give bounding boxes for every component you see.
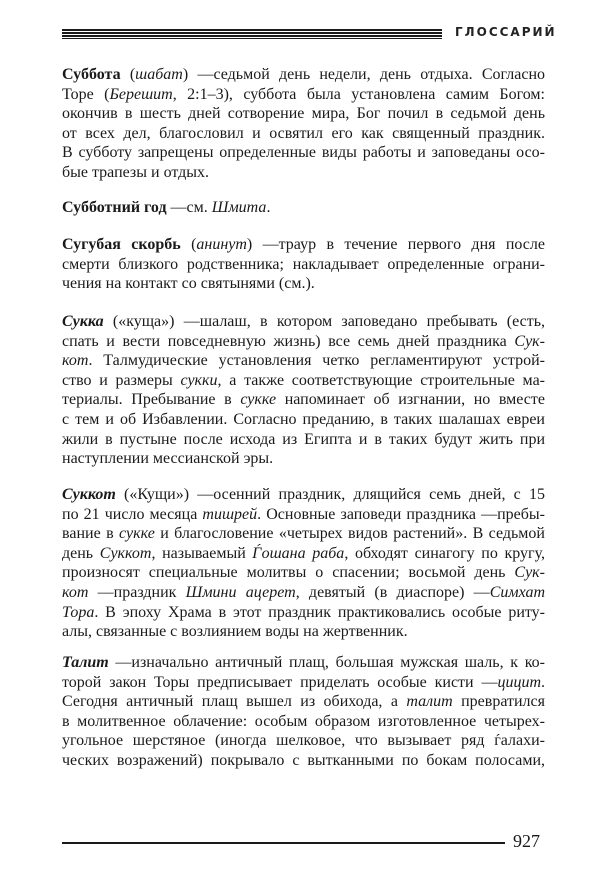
header-rule: [62, 29, 442, 39]
italic-term: Суккот: [99, 544, 152, 562]
text-line: [62, 524, 545, 544]
glossary-entry-subbotny-god: [62, 198, 545, 218]
text-segment: («куща») —шалаш, в котором заповедано пребывать (есть,: [103, 313, 545, 330]
text-segment: . Основные заповеди праздника —пребы-: [257, 505, 545, 523]
text-segment: ческих возражений) покрывало с вытканными по бокам полосами,: [62, 751, 545, 769]
text-segment: ство и размеры: [62, 371, 181, 389]
text-line: [62, 390, 545, 410]
text-segment: (: [180, 236, 197, 253]
text-line: [62, 751, 545, 771]
italic-term: сукке: [240, 391, 277, 409]
text-segment: , девятый (в диаспоре) —: [295, 583, 490, 601]
text-segment: вание в: [62, 525, 120, 543]
text-segment: Торе (: [62, 85, 110, 103]
text-line: [62, 143, 545, 163]
text-segment: , а также соответствующие строительные ма-: [217, 371, 545, 389]
text-segment: день: [62, 544, 100, 562]
text-segment: ) —траур в течение первого дня после: [246, 236, 545, 253]
entry-term: Сугубая скорбь: [62, 236, 181, 253]
text-segment: наступлении мессианской эры.: [62, 450, 274, 468]
text-segment: .: [541, 673, 545, 691]
text-segment: превратился: [452, 693, 546, 711]
text-segment: окончив в шесть дней сотворение мира, Бог почил в седьмой день: [62, 105, 545, 123]
text-segment: —см.: [166, 199, 212, 216]
text-line: [62, 163, 545, 183]
text-segment: напоминает об изгнании, но вместе: [276, 391, 545, 409]
italic-term: Симхат: [489, 583, 546, 601]
text-segment: произносят специальные молитвы о спасении; восьмой день: [62, 564, 515, 582]
text-line: [62, 351, 545, 371]
text-line: [62, 563, 545, 583]
glossary-entry-sugubaya-skorb: [62, 235, 545, 294]
text-line: [62, 485, 545, 505]
italic-term: Сук-: [514, 332, 545, 350]
glossary-entry-subbota: [62, 65, 545, 183]
glossary-entry-talit: [62, 653, 545, 771]
page-number: 927: [513, 831, 540, 851]
entry-term: Суббота: [62, 66, 121, 83]
text-segment: В субботу запрещены определенные виды работы и заповеданы осо-: [62, 144, 545, 162]
text-line: [62, 312, 545, 332]
text-line: [62, 583, 545, 603]
running-header-title: ГЛОССАРИЙ: [455, 25, 557, 39]
text-segment: , 2:1–3), суббота была установлена самим Богом:: [172, 85, 545, 103]
text-segment: Сегодня античный плащ вышел из обихода, а: [62, 693, 407, 711]
italic-term: тишрей: [202, 505, 258, 523]
text-segment: бые трапезы и отдых.: [62, 163, 210, 181]
text-segment: жили в пустыне после исхода из Египта и в таких будут жить при: [62, 430, 545, 448]
text-line: [62, 731, 545, 751]
text-line: [62, 410, 545, 430]
text-segment: с тем и об Избавлении. Согласно преданию, в таких шалашах евреи: [62, 410, 545, 428]
glossary-entry-sukkot: [62, 485, 545, 642]
text-line: [62, 65, 545, 85]
text-line: [62, 505, 545, 525]
italic-term: Сук-: [514, 564, 545, 582]
italic-term: Шмита: [211, 199, 267, 216]
text-line: [62, 603, 545, 623]
text-line: [62, 85, 545, 105]
entry-term: Суккот: [62, 486, 116, 503]
italic-term: Берешит: [109, 85, 173, 103]
italic-term: кот: [62, 583, 89, 601]
text-segment: . В эпоху Храма в этот праздник практиковались особые риту-: [94, 603, 545, 621]
text-line: [62, 371, 545, 391]
italic-term: Шмини ацерет: [185, 583, 296, 601]
italic-term: сукки: [180, 371, 218, 389]
text-line: [62, 104, 545, 124]
italic-term: шабат: [135, 66, 183, 83]
text-segment: спать и вести повседневную жизнь) все семь дней праздника: [62, 332, 515, 350]
text-line: [62, 235, 545, 255]
text-segment: , обходят синагогу по кругу,: [344, 544, 546, 562]
text-segment: алы, связанные с возлиянием воды на жертвенник.: [62, 623, 408, 641]
text-segment: —праздник: [88, 583, 186, 601]
italic-term: Ѓошана раба: [252, 544, 345, 562]
text-segment: териалы. Пребывание в: [62, 391, 241, 409]
text-segment: (: [120, 66, 136, 83]
text-line: [62, 673, 545, 693]
text-segment: смерти близкого родственника; накладывает определенные ограни-: [62, 255, 545, 273]
text-line: [62, 692, 545, 712]
text-line: [62, 430, 545, 450]
text-line: [62, 332, 545, 352]
text-segment: («Кущи») —осенний праздник, длящийся семь дней, с 15: [115, 486, 545, 503]
text-segment: . Талмудические установления четко регламентируют устрой-: [88, 352, 545, 370]
text-segment: ) —седьмой день недели, день отдыха. Согласно: [182, 66, 546, 83]
text-line: [62, 198, 545, 218]
italic-term: кот: [62, 352, 89, 370]
text-segment: в молитвенное облачение: особым образом изготовленное четырех-: [62, 712, 545, 730]
text-line: [62, 622, 545, 642]
text-segment: и благословение «четырех видов растений». В седьмой: [154, 525, 545, 543]
italic-term: цицит: [497, 673, 541, 691]
text-segment: чения на контакт со святынями (см.).: [62, 275, 315, 293]
italic-term: талит: [406, 693, 453, 711]
text-segment: —изначально античный плащ, большая мужская шаль, к ко-: [108, 654, 545, 671]
entry-term: Субботний год: [62, 199, 167, 216]
text-segment: торой закон Торы предписывает приделать особые кисти —: [62, 673, 498, 691]
text-segment: , называемый: [151, 544, 253, 562]
text-segment: угольное шерстяное (иногда шелковое, что вызывает ряд ѓалахи-: [62, 732, 545, 750]
text-line: [62, 449, 545, 469]
text-segment: от всех дел, благословил и освятил его как священный праздник.: [62, 124, 545, 142]
text-line: [62, 653, 545, 673]
italic-term: сукке: [119, 525, 155, 543]
glossary-entry-sukka: [62, 312, 545, 469]
text-segment: .: [266, 199, 271, 216]
text-line: [62, 124, 545, 144]
italic-term: анинут: [196, 236, 247, 253]
text-line: [62, 712, 545, 732]
footer-rule: [62, 842, 505, 844]
entry-term: Сукка: [62, 313, 104, 330]
text-line: [62, 274, 545, 294]
entry-term: Талит: [62, 654, 109, 671]
text-segment: по 21 число месяца: [62, 505, 203, 523]
text-line: [62, 544, 545, 564]
text-line: [62, 255, 545, 275]
italic-term: Тора: [62, 603, 95, 621]
